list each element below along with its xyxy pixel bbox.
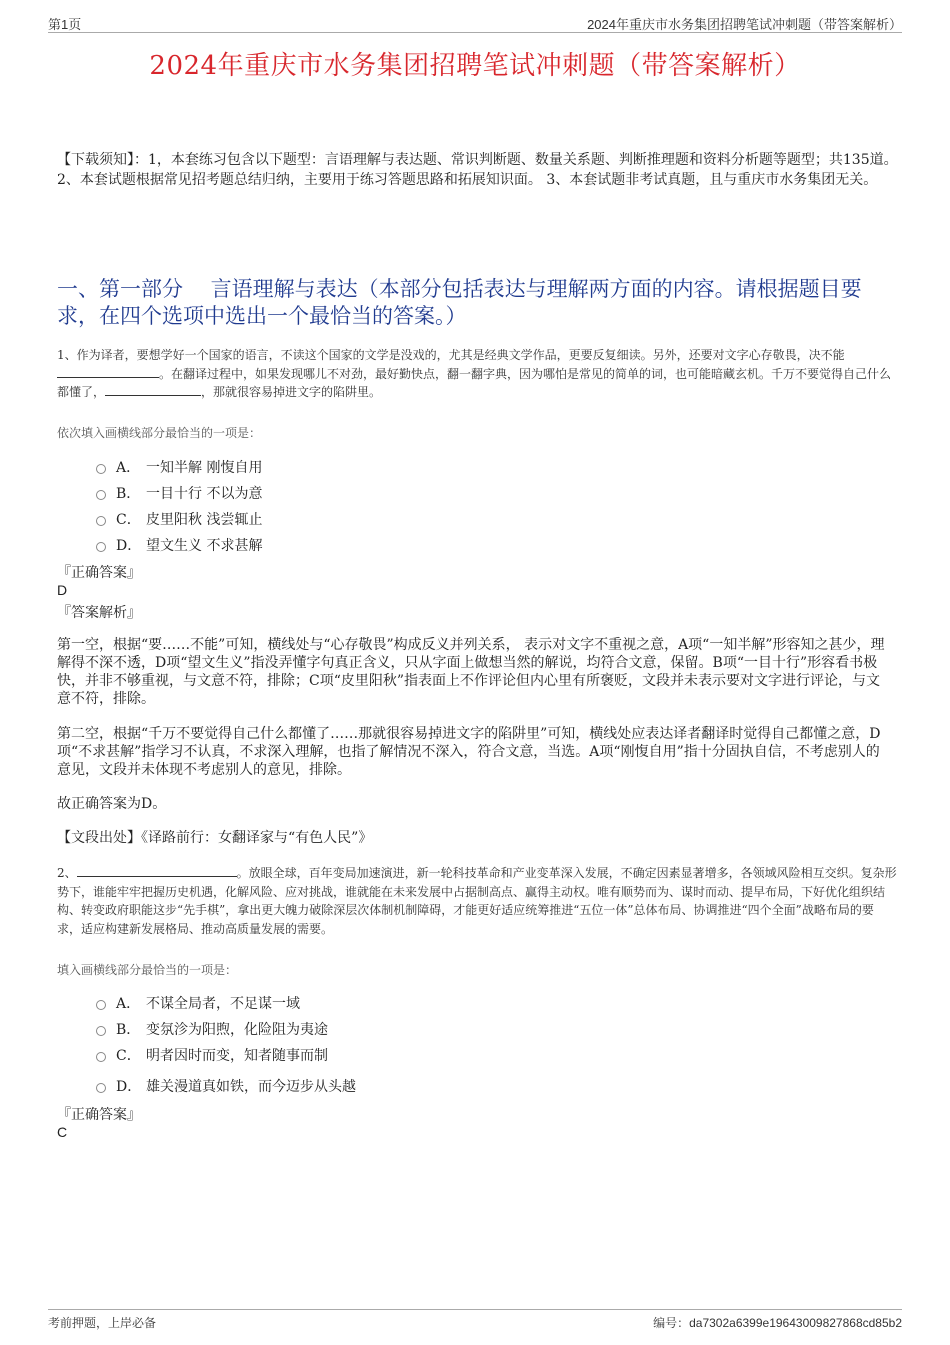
question-1-text: [57, 346, 897, 402]
question-1-source: 【文段出处】《译路前行：女翻译家与“有色人民”》: [57, 830, 373, 846]
radio-icon[interactable]: [96, 464, 106, 474]
question-1-blank-2: [105, 383, 201, 396]
question-2-option-a[interactable]: [96, 993, 300, 1013]
question-1-answer-label: 『正确答案』: [57, 565, 141, 581]
question-1-analysis-paragraph-2: 第二空，根据“千万不要觉得自己什么都懂了……那就很容易掉进文字的陷阱里”可知，横线处应表达译者翻译时觉得自己都懂之意，D项“不求甚解”指学习不认真，不求深入理解，也指了解情况不深入，符合文意，当选。A项“刚愎自用”指十分固执自信，不考虑别人的意见，文段并未体现不考虑别人的意见，排除。: [57, 726, 881, 778]
question-1-analysis-label: 『答案解析』: [57, 605, 141, 621]
question-2-text-part-a: 2、: [57, 866, 77, 880]
option-text: 不谋全局者，不足谋一域: [146, 996, 300, 1012]
question-2-text: [57, 864, 897, 938]
question-1-conclusion: 故正确答案为D。: [57, 796, 167, 812]
radio-icon[interactable]: [96, 1083, 106, 1093]
option-letter: B．: [116, 1022, 141, 1038]
section-heading: 一、第一部分 言语理解与表达（本部分包括表达与理解两方面的内容。请根据题目要求，在四个选项中选出一个最恰当的答案。）: [57, 277, 862, 328]
question-2-answer-label: 『正确答案』: [57, 1107, 141, 1123]
option-text: 望文生义 不求甚解: [146, 538, 263, 554]
question-1-option-a[interactable]: [96, 457, 262, 477]
option-text: 雄关漫道真如铁，而今迈步从头越: [146, 1079, 356, 1095]
question-1-option-c[interactable]: [96, 509, 262, 529]
footer-code: [653, 1314, 902, 1331]
radio-icon[interactable]: [96, 1052, 106, 1062]
option-letter: A．: [116, 996, 141, 1012]
radio-icon[interactable]: [96, 1000, 106, 1010]
question-2-answer: C: [57, 1124, 68, 1140]
footer-code-label: 编号：: [653, 1316, 690, 1330]
question-1-answer: D: [57, 582, 68, 598]
question-2-blank: [77, 864, 237, 877]
option-letter: A．: [116, 460, 141, 476]
question-1-option-b[interactable]: [96, 483, 262, 503]
question-1-option-d[interactable]: [96, 535, 262, 555]
header-divider: [48, 32, 902, 33]
option-letter: C．: [116, 1048, 141, 1064]
question-2-prompt: 填入画横线部分最恰当的一项是：: [57, 963, 238, 977]
page-number: 第1页: [48, 17, 82, 32]
option-letter: B．: [116, 486, 141, 502]
option-text: 一目十行 不以为意: [146, 486, 263, 502]
radio-icon[interactable]: [96, 490, 106, 500]
radio-icon[interactable]: [96, 516, 106, 526]
question-2-option-c[interactable]: [96, 1045, 328, 1065]
question-2-text-part-b: 。放眼全球，百年变局加速演进，新一轮科技革命和产业变革深入发展，不确定因素显著增多，各领域风险相互交织。复杂形势下，谁能牢牢把握历史机遇，化解风险、应对挑战，谁就能在未来发展中占据制高点、赢得主动权。唯有顺势而为、谋时而动、提早布局，下好优化组织结构、转变政府职能这步“先手棋”，拿出更大魄力破除深层次体制机制障碍，才能更好适应统筹推进“五位一体”总体布局、协调推进“四个全面”战略布局的要求，适应构建新发展格局、推动高质量发展的需要。: [57, 866, 897, 936]
radio-icon[interactable]: [96, 542, 106, 552]
footer-slogan: 考前押题，上岸必备: [48, 1316, 157, 1330]
download-notice: 【下载须知】：1，本套练习包含以下题型：言语理解与表达题、常识判断题、数量关系题、判断推理题和资料分析题等题型；共135道。 2、本套试题根据常见招考题总结归纳，主要用于练习答题思路和拓展知识面。 3、本套试题非考试真题，且与重庆市水务集团无关。: [57, 152, 898, 188]
question-1-prompt: 依次填入画横线部分最恰当的一项是：: [57, 426, 262, 440]
question-1-text-part-b: 。在翻译过程中，如果发现哪儿不对劲，最好勤快点，翻一翻字典，因为哪怕是常见的简单的词，也可能暗藏玄机。千万不要觉得自己什么都懂了，: [57, 366, 892, 399]
footer-code-value: da7302a6399e19643009827868cd85b2: [689, 1316, 902, 1330]
header-doc-title: 2024年重庆市水务集团招聘笔试冲刺题（带答案解析）: [587, 17, 902, 32]
question-1-text-part-a: 1、作为译者，要想学好一个国家的语言，不读这个国家的文学是没戏的，尤其是经典文学作品，更要反复细读。另外，还要对文字心存敬畏，决不能: [57, 348, 845, 362]
question-1-analysis-paragraph-1: 第一空，根据“要……不能”可知，横线处与“心存敬畏”构成反义并列关系， 表示对文字不重视之意，A项“一知半解”形容知之甚少，理解得不深不透，D项“望文生义”指没弄懂字句真正含义，只从字面上做想当然的解说，均符合文意，保留。B项“一目十行”形容看书极快，并非不够重视，与文意不符，排除；C项“皮里阳秋”指表面上不作评论但内心里有所褒贬，文段并未表示要对文字进行评论，与文意不符，排除。: [57, 637, 885, 707]
question-1-blank-1: [57, 365, 159, 378]
question-1-text-part-c: ，那就很容易掉进文字的陷阱里。: [201, 385, 382, 399]
option-letter: C．: [116, 512, 141, 528]
footer-divider: [48, 1309, 902, 1310]
option-letter: D．: [116, 538, 142, 554]
option-text: 皮里阳秋 浅尝辄止: [146, 512, 263, 528]
option-text: 明者因时而变，知者随事而制: [146, 1048, 328, 1064]
option-text: 一知半解 刚愎自用: [146, 460, 263, 476]
question-2-option-b[interactable]: [96, 1019, 328, 1039]
page-title: 2024年重庆市水务集团招聘笔试冲刺题（带答案解析）: [149, 51, 801, 81]
radio-icon[interactable]: [96, 1026, 106, 1036]
option-letter: D．: [116, 1079, 142, 1095]
question-2-option-d[interactable]: [96, 1076, 356, 1096]
option-text: 变氛沴为阳煦，化险阻为夷途: [146, 1022, 328, 1038]
